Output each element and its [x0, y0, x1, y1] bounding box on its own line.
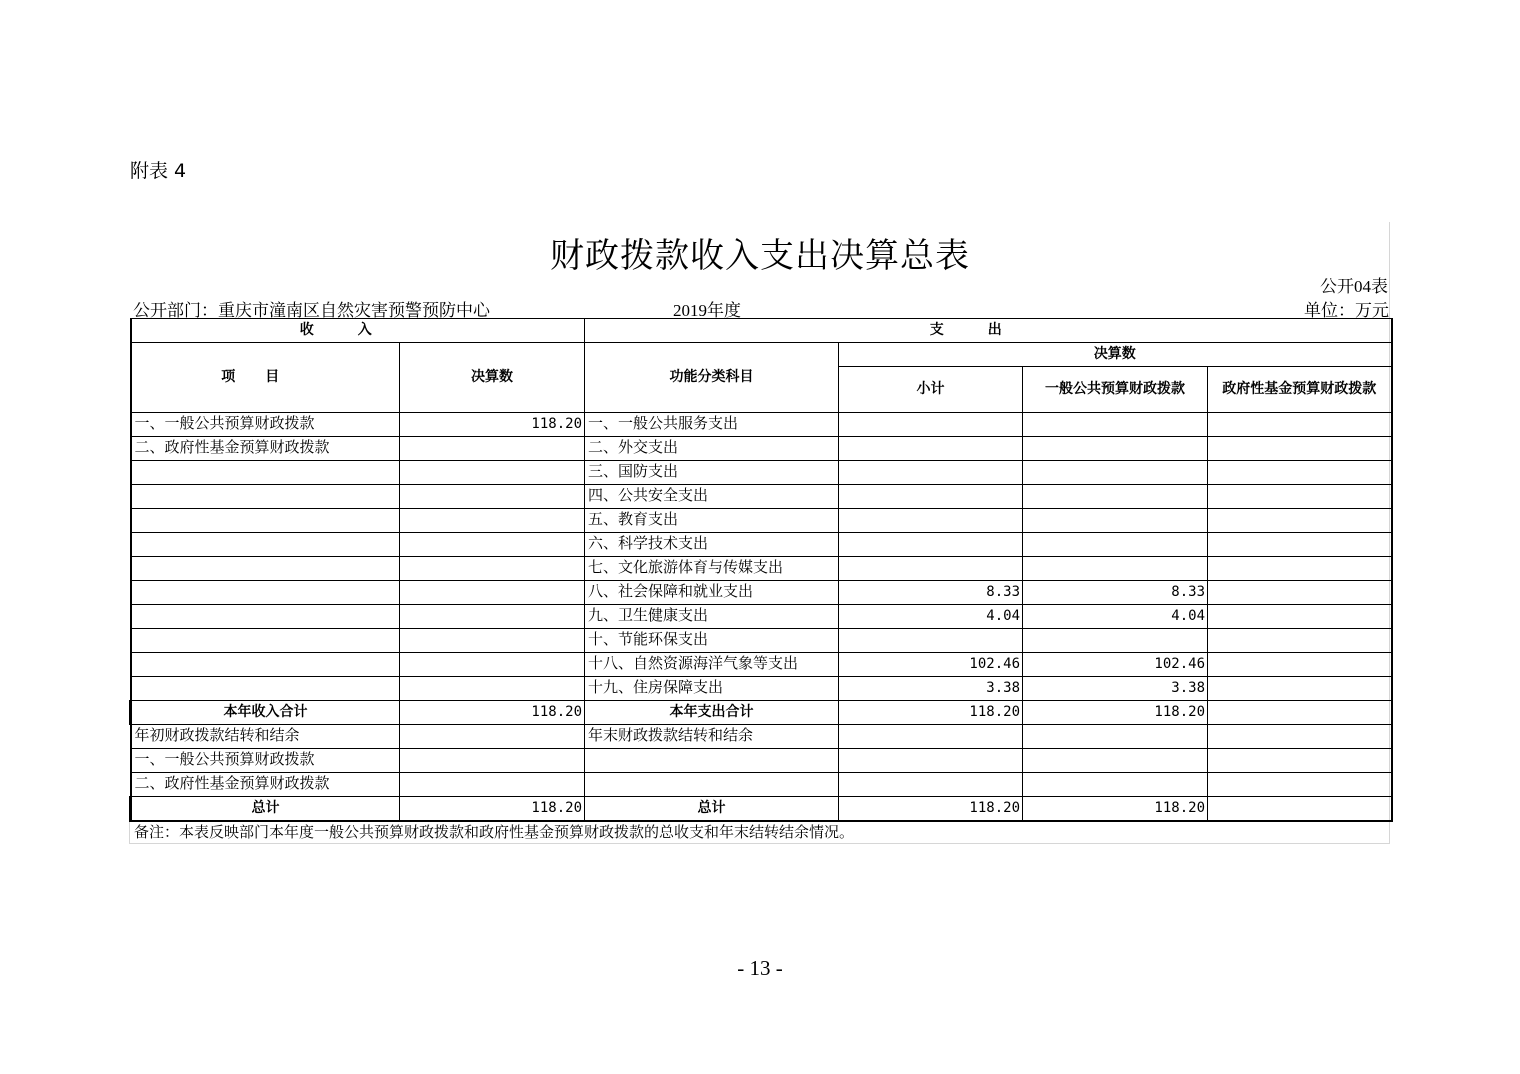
gov-fund-cell	[1208, 653, 1392, 677]
grand-total-row	[131, 797, 1392, 822]
expense-item-cell: 年末财政拨款结转和结余	[585, 725, 839, 749]
general-budget-cell	[1023, 413, 1208, 437]
general-budget-cell	[1023, 773, 1208, 797]
budget-table	[129, 318, 1393, 822]
expense-item-cell: 七、文化旅游体育与传媒支出	[585, 557, 839, 581]
subtotal-header: 小计	[839, 367, 1023, 413]
year-expense-fund	[1208, 701, 1392, 725]
income-item-cell	[131, 629, 400, 653]
expense-item-cell: 四、公共安全支出	[585, 485, 839, 509]
table-row	[131, 581, 1392, 605]
general-budget-cell	[1023, 725, 1208, 749]
expense-item-cell: 一、一般公共服务支出	[585, 413, 839, 437]
subtotal-cell	[839, 509, 1023, 533]
year-expense-total-label: 本年支出合计	[585, 701, 839, 725]
year-total-body	[131, 701, 1392, 725]
expense-item-cell: 三、国防支出	[585, 461, 839, 485]
table-row	[131, 413, 1392, 437]
general-budget-cell: 102.46	[1023, 653, 1208, 677]
table-row	[131, 677, 1392, 701]
income-amount-cell	[400, 485, 585, 509]
income-amount-cell	[400, 581, 585, 605]
income-item-cell: 一、一般公共预算财政拨款	[131, 413, 400, 437]
gov-fund-cell	[1208, 437, 1392, 461]
gov-fund-cell	[1208, 581, 1392, 605]
table-row	[131, 725, 1392, 749]
grand-income-total-amount: 118.20	[400, 797, 585, 822]
gov-fund-cell	[1208, 773, 1392, 797]
gov-fund-cell	[1208, 413, 1392, 437]
table-row	[131, 485, 1392, 509]
gov-fund-cell	[1208, 557, 1392, 581]
subtotal-cell	[839, 437, 1023, 461]
general-budget-cell	[1023, 461, 1208, 485]
subtotal-cell	[839, 557, 1023, 581]
expense-item-cell	[585, 749, 839, 773]
income-amount-cell	[400, 677, 585, 701]
income-item-cell	[131, 557, 400, 581]
income-amount-cell	[400, 533, 585, 557]
income-amount-cell	[400, 773, 585, 797]
table-row	[131, 533, 1392, 557]
balance-body	[131, 725, 1392, 797]
subtotal-cell: 102.46	[839, 653, 1023, 677]
grand-total-body	[131, 797, 1392, 822]
income-item-cell: 二、政府性基金预算财政拨款	[131, 437, 400, 461]
year-expense-subtotal: 118.20	[839, 701, 1023, 725]
income-amount-cell	[400, 653, 585, 677]
form-number: 公开04表	[1320, 277, 1388, 296]
expense-item-cell: 六、科学技术支出	[585, 533, 839, 557]
gov-fund-cell	[1208, 485, 1392, 509]
table-row	[131, 773, 1392, 797]
func-category-header: 功能分类科目	[585, 343, 839, 413]
year-expense-general: 118.20	[1023, 701, 1208, 725]
table-header	[131, 319, 1392, 413]
general-budget-cell: 8.33	[1023, 581, 1208, 605]
table-row	[131, 749, 1392, 773]
expense-item-cell: 九、卫生健康支出	[585, 605, 839, 629]
grand-expense-general: 118.20	[1023, 797, 1208, 822]
final-amount-header: 决算数	[839, 343, 1392, 367]
meta-row	[133, 296, 1389, 318]
income-amount-cell: 118.20	[400, 413, 585, 437]
income-item-cell: 一、一般公共预算财政拨款	[131, 749, 400, 773]
subtotal-cell	[839, 461, 1023, 485]
general-budget-cell	[1023, 749, 1208, 773]
page-number: - 13 -	[737, 956, 783, 980]
gov-fund-cell	[1208, 533, 1392, 557]
expense-section-header: 支出	[585, 319, 1392, 343]
table-row	[131, 605, 1392, 629]
income-item-cell	[131, 677, 400, 701]
income-amount-cell	[400, 749, 585, 773]
grand-income-total-label: 总计	[131, 797, 400, 822]
gov-fund-header: 政府性基金预算财政拨款	[1208, 367, 1392, 413]
gov-fund-cell	[1208, 677, 1392, 701]
table-row	[131, 629, 1392, 653]
subtotal-cell	[839, 749, 1023, 773]
general-budget-cell	[1023, 629, 1208, 653]
gov-fund-cell	[1208, 605, 1392, 629]
income-item-cell	[131, 485, 400, 509]
income-item-cell	[131, 509, 400, 533]
expense-item-cell: 八、社会保障和就业支出	[585, 581, 839, 605]
subtotal-cell: 3.38	[839, 677, 1023, 701]
income-item-cell	[131, 605, 400, 629]
expense-item-cell: 十、节能环保支出	[585, 629, 839, 653]
income-amount-cell	[400, 557, 585, 581]
table-row	[131, 653, 1392, 677]
year-income-total-label: 本年收入合计	[131, 701, 400, 725]
table-row	[131, 437, 1392, 461]
income-amount-cell	[400, 509, 585, 533]
income-item-cell	[131, 581, 400, 605]
year-income-total-amount: 118.20	[400, 701, 585, 725]
income-amount-cell	[400, 629, 585, 653]
year-total-row	[131, 701, 1392, 725]
income-item-cell	[131, 653, 400, 677]
subtotal-cell	[839, 533, 1023, 557]
expense-item-cell: 十八、自然资源海洋气象等支出	[585, 653, 839, 677]
income-item-cell: 年初财政拨款结转和结余	[131, 725, 400, 749]
expense-item-cell: 二、外交支出	[585, 437, 839, 461]
gov-fund-cell	[1208, 509, 1392, 533]
unit-label: 单位：万元	[1304, 301, 1389, 320]
subtotal-cell	[839, 485, 1023, 509]
income-amount-cell	[400, 437, 585, 461]
table-row	[131, 557, 1392, 581]
expense-item-cell: 十九、住房保障支出	[585, 677, 839, 701]
subtotal-cell: 8.33	[839, 581, 1023, 605]
general-budget-cell	[1023, 533, 1208, 557]
gov-fund-cell	[1208, 725, 1392, 749]
expense-item-cell	[585, 773, 839, 797]
income-amount-cell	[400, 461, 585, 485]
footnote: 备注：本表反映部门本年度一般公共预算财政拨款和政府性基金预算财政拨款的总收支和年末结转结余情况。	[129, 822, 1390, 844]
table-body	[131, 413, 1392, 701]
expense-item-cell: 五、教育支出	[585, 509, 839, 533]
grand-expense-total-label: 总计	[585, 797, 839, 822]
general-budget-cell	[1023, 509, 1208, 533]
income-item-cell	[131, 461, 400, 485]
subtotal-cell	[839, 773, 1023, 797]
income-item-cell	[131, 533, 400, 557]
amount-header: 决算数	[400, 343, 585, 413]
general-budget-cell	[1023, 485, 1208, 509]
table-row	[131, 461, 1392, 485]
income-amount-cell	[400, 605, 585, 629]
department-label: 公开部门：重庆市潼南区自然灾害预警预防中心	[133, 301, 490, 320]
subtotal-cell: 4.04	[839, 605, 1023, 629]
general-budget-cell: 4.04	[1023, 605, 1208, 629]
item-header: 项目	[131, 343, 400, 413]
subtotal-cell	[839, 413, 1023, 437]
subtotal-cell	[839, 725, 1023, 749]
general-budget-header: 一般公共预算财政拨款	[1023, 367, 1208, 413]
general-budget-cell: 3.38	[1023, 677, 1208, 701]
attachment-label: 附表 4	[130, 160, 187, 182]
income-item-cell: 二、政府性基金预算财政拨款	[131, 773, 400, 797]
gov-fund-cell	[1208, 461, 1392, 485]
subtotal-cell	[839, 629, 1023, 653]
general-budget-cell	[1023, 437, 1208, 461]
grand-expense-fund	[1208, 797, 1392, 822]
general-budget-cell	[1023, 557, 1208, 581]
income-section-header: 收入	[131, 319, 585, 343]
gov-fund-cell	[1208, 749, 1392, 773]
grand-expense-subtotal: 118.20	[839, 797, 1023, 822]
page-title: 财政拨款收入支出决算总表	[550, 236, 970, 276]
fiscal-year: 2019年度	[673, 301, 741, 320]
table-row	[131, 509, 1392, 533]
income-amount-cell	[400, 725, 585, 749]
gov-fund-cell	[1208, 629, 1392, 653]
